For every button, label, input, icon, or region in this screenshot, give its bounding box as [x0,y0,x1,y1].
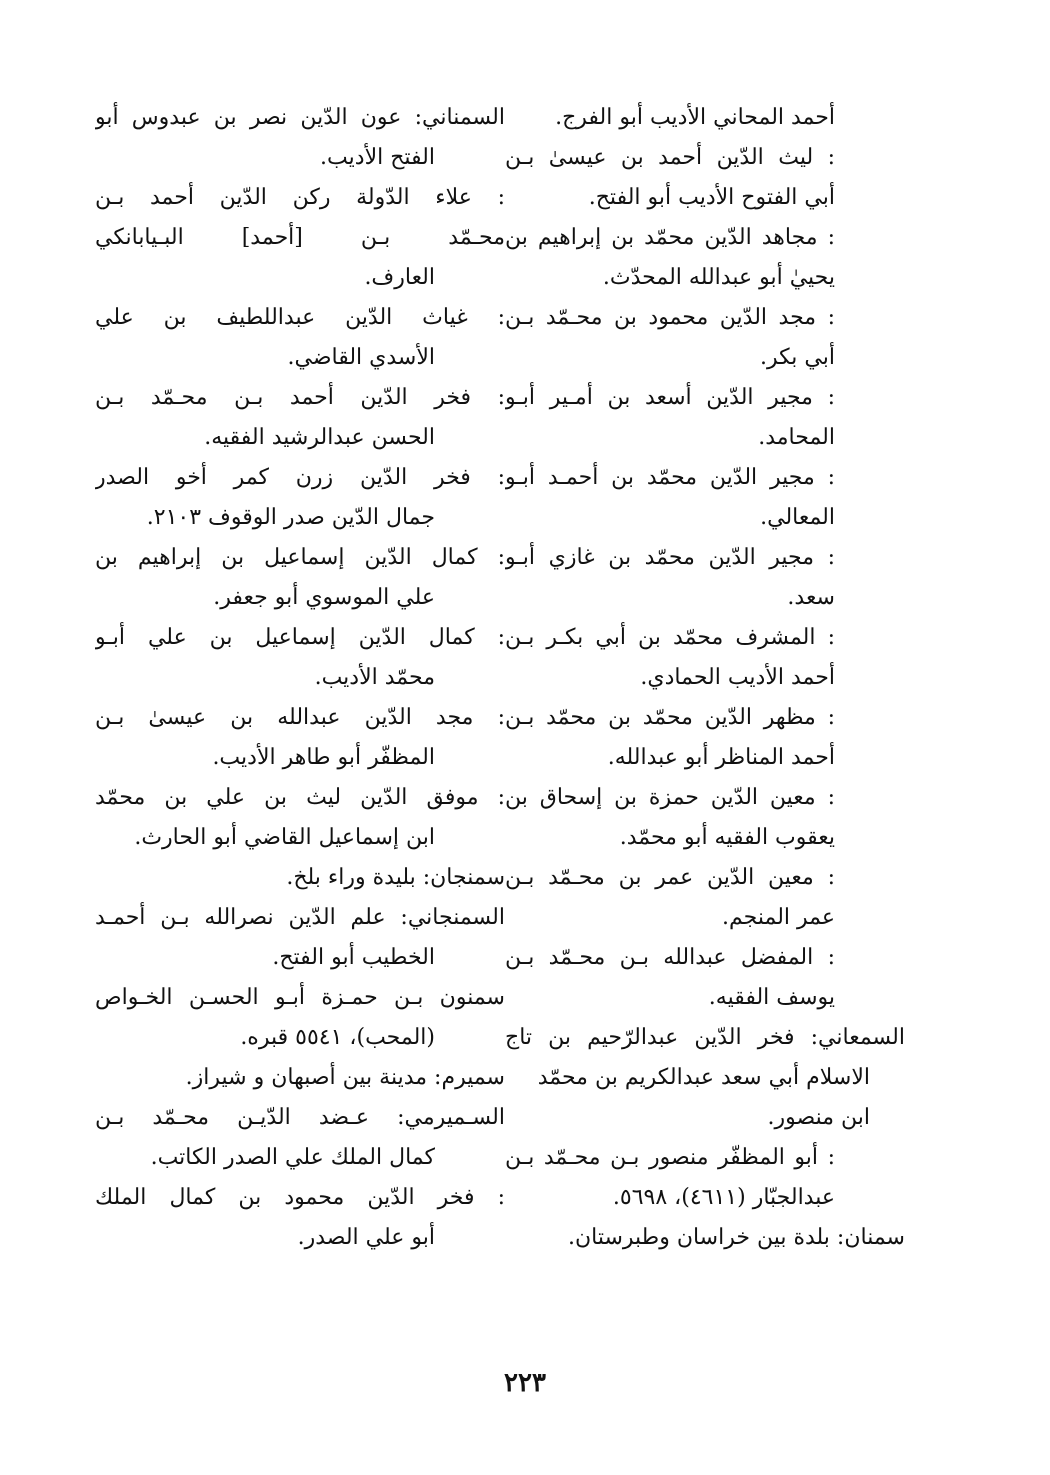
text-line: ابن إسماعيل القاضي أبو الحارث. [134,825,435,850]
page-number: ٢٢٣ [504,1368,546,1398]
text-line: سمنجان: بليدة وراء بلخ. [286,865,505,890]
text-line: : مجير الدّين أسعد بن أمـير أبـو [505,385,835,410]
text-line: المظفّر أبو طاهر الأديب. [212,745,435,770]
text-line: المعالي. [760,505,835,530]
text-line: : معين الدّين حمزة بن إسحاق بن [505,785,835,810]
text-line: يحييٰ أبو عبدالله المحدّث. [602,265,835,290]
text-line: أحمد المحاني الأديب أبو الفرج. [555,105,835,130]
text-line: يعقوب الفقيه أبو محمّد. [619,825,835,850]
text-line: يوسف الفقيه. [708,985,835,1010]
text-line: : مجد الدّين عبدالله بن عيسىٰ بـن [95,705,505,730]
text-line: سمنان: بلدة بين خراسان وطبرستان. [567,1225,905,1250]
text-line: أبي الفتوح الأديب أبو الفتح. [588,185,835,210]
text-line: : كمال الدّين إسماعيل بن إبراهيم بن [95,545,505,570]
text-line: : مجير الدّين محمّد بن أحمـد أبـو [505,465,835,490]
text-line: جمال الدّين صدر الوقوف ٢١٠٣. [146,505,435,530]
text-line: علي الموسوي أبو جعفر. [213,585,435,610]
text-line: : مجاهد الدّين محمّد بن إبراهيم بن [505,225,835,250]
text-line: سعد. [787,585,835,610]
text-line: السمناني: عون الدّين نصر بن عبدوس أبو [95,105,505,130]
text-line: : فخر الدّين أحمد بـن محـمّد بـن [95,385,505,410]
right-text-column [95,98,505,1258]
text-line: محـمّد بـن [أحمد] البـيابانكي [95,225,505,250]
text-line: : كمال الدّين إسماعيل بن علي أبـو [95,625,505,650]
text-line: : المشرف محمّد بن أبي بكـر بـن [505,625,835,650]
text-line: : فخر الدّين زرن كمر أخو الصدر [95,465,505,490]
text-line: : مجد الدّين محمود بن محـمّد بـن [505,305,835,330]
text-line: كمال الملك علي الصدر الكاتب. [150,1145,435,1170]
text-line: ابن منصور. [767,1105,870,1130]
text-line: عبدالجبّار (٤٦١١)، ٥٦٩٨. [612,1185,835,1210]
text-line: : مظهر الدّين محمّد بن محمّد بـن [505,705,835,730]
text-line: : معين الدّين عمر بن محـمّد بـن [505,865,835,890]
text-line: العارف. [364,265,435,290]
text-line: سميرم: مدينة بين أصبهان و شيراز. [185,1065,505,1090]
text-line: الحسن عبدالرشيد الفقيه. [204,425,435,450]
text-line: الاسلام أبي سعد عبدالكريم بن محمّد [537,1065,870,1090]
text-line: أحمد الأديب الحمادي. [640,665,835,690]
text-line: الأسدي القاضي. [287,345,435,370]
text-line: عمر المنجم. [722,905,835,930]
text-line: أحمد المناظر أبو عبدالله. [607,745,835,770]
text-line: أبو علي الصدر. [297,1225,435,1250]
text-line: سمنون بـن حمـزة أبـو الحسـن الخـواص [95,985,505,1010]
left-text-column [505,98,905,1258]
text-line: الخطيب أبو الفتح. [272,945,435,970]
text-line: السمنجاني: علم الدّين نصرالله بـن أحمـد [95,905,505,930]
text-line: السمعاني: فخر الدّين عبدالرّحيم بن تاج [505,1025,905,1050]
text-line: السـميرمي: عـضد الدّيـن محـمّد بـن [95,1105,505,1130]
text-line: الفتح الأديب. [320,145,435,170]
text-line: (المحب)، ٥٥٤١ قبره. [240,1025,435,1050]
text-line: : فخر الدّين محمود بن كمال الملك [95,1185,505,1210]
text-line: : المفضل عبدالله بـن محـمّد بـن [505,945,835,970]
text-line: المحامد. [758,425,835,450]
text-line: : موفق الدّين ليث بن علي بن محمّد [95,785,505,810]
text-line: : علاء الدّولة ركن الدّين أحمد بـن [95,185,505,210]
text-line: محمّد الأديب. [314,665,435,690]
text-line: : غياث الدّين عبداللطيف بن علي [95,305,505,330]
text-line: : مجير الدّين محمّد بن غازي أبـو [505,545,835,570]
text-line: أبي بكر. [760,345,835,370]
text-line: : ليث الدّين أحمد بن عيسىٰ بـن [505,145,835,170]
text-line: : أبو المظفّر منصور بـن محـمّد بـن [505,1145,835,1170]
